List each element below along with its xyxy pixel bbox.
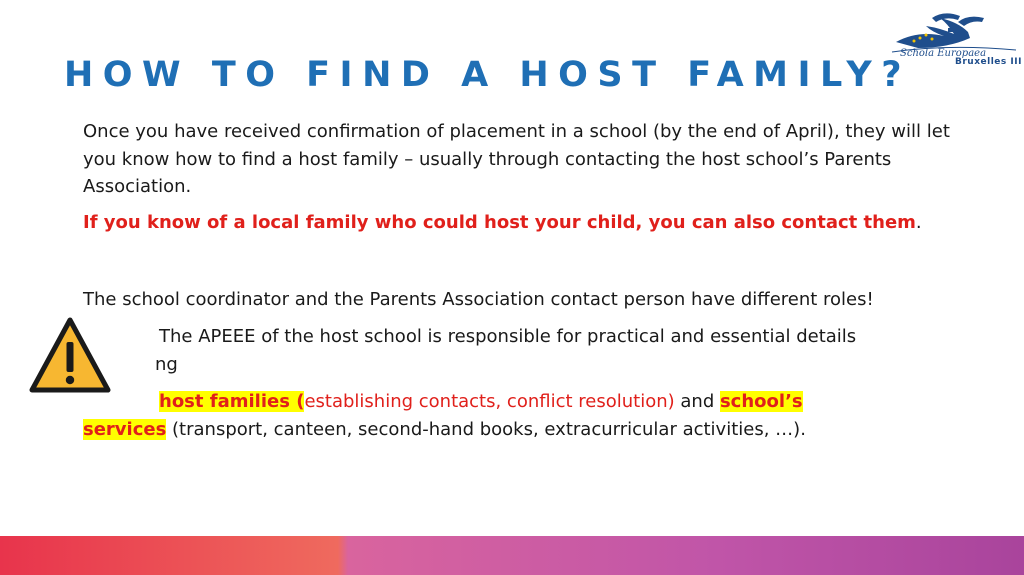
local-family-period: . — [915, 212, 922, 233]
services-highlight: services — [83, 419, 167, 440]
host-families-highlight: host families ( — [159, 391, 305, 412]
local-family-text: If you know of a local family who could host your child, you can also contact them — [83, 212, 916, 233]
services-details: (transport, canteen, second-hand books, extracurricular activities, …). — [166, 419, 806, 440]
apeee-line-continuation: ng — [155, 354, 178, 375]
schools-highlight: school’s — [719, 391, 803, 412]
logo-subtitle: Bruxelles III — [955, 57, 1022, 67]
services-line — [83, 416, 806, 444]
host-families-details: establishing contacts, conflict resolution) — [304, 391, 675, 412]
apeee-line: The APEEE of the host school is responsible for practical and essential details — [159, 326, 857, 347]
placement-paragraph: Once you have received confirmation of placement in a school (by the end of April), they will let you know how to find a host family – usually through contacting the host school’s Parents Association. — [83, 121, 950, 197]
and-text: and — [674, 391, 720, 412]
footer-gradient-bar — [0, 536, 1024, 575]
roles-paragraph: The school coordinator and the Parents Association contact person have different roles! — [83, 289, 874, 310]
slide-title: HOW TO FIND A HOST FAMILY? — [64, 55, 912, 95]
logo-wordmark: Schola Europaea — [900, 48, 987, 59]
local-family-paragraph — [83, 209, 983, 237]
warning-triangle-icon — [28, 316, 112, 396]
host-families-line — [159, 388, 803, 416]
